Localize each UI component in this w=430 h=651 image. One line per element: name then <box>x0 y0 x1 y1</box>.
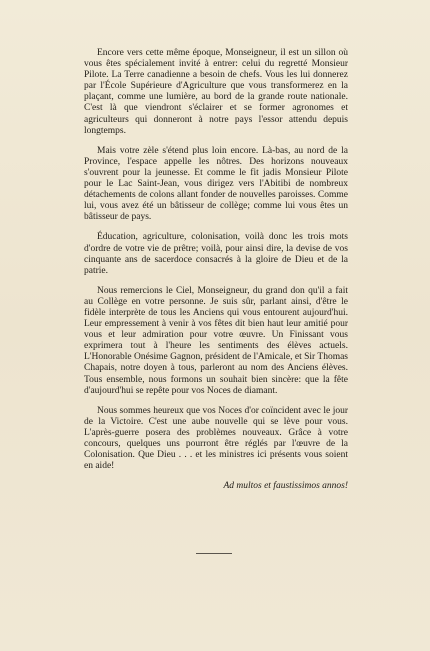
paragraph-1: Encore vers cette même époque, Monseigneur, il est un sillon où vous êtes spécialement invité à entrer: celui du regretté Monsieur Pilote. La Terre canadienne a besoin de chefs. Vous les lui donnerez par l'École Supérieure d'Agriculture que vous transformerez en la plaçant, comme une lumière, au bord de la grande route nationale. C'est là que viendront s'éclairer et se former agronomes et agriculteurs qui donneront à notre pays l'essor attendu depuis longtemps. <box>84 48 348 136</box>
end-divider <box>196 553 232 554</box>
body-text <box>84 48 348 492</box>
paragraph-2: Mais votre zèle s'étend plus loin encore. Là-bas, au nord de la Province, l'espace appelle les nôtres. Des horizons nouveaux s'ouvrent pour la jeunesse. Et comme le fit jadis Monsieur Pilote pour le Lac Saint-Jean, vous dirigez vers l'Abitibi de nombreux détachements de colons allant fonder de nouvelles paroisses. Comme lui, vous avez été un bâtisseur de collège; comme lui vous êtes un bâtisseur de pays. <box>84 145 348 223</box>
closing-line: Ad multos et faustissimos annos! <box>223 481 348 492</box>
paragraph-4: Nous remercions le Ciel, Monseigneur, du grand don qu'il a fait au Collège en votre personne. Je suis sûr, parlant ainsi, d'être le fidèle interprète de tous les Anciens qui vous entourent aujourd'hui. Leur empressement à venir à vos fêtes dit bien haut leur amitié pour vous et leur admiration pour votre œuvre. Un Finissant vous exprimera tout à l'heure les sentiments des élèves actuels. L'Honorable Onésime Gagnon, président de l'Amicale, et Sir Thomas Chapais, notre doyen à tous, parleront au nom des Anciens élèves. Tous ensemble, nous formons un souhait bien sincère: que la fête d'aujourd'hui se repête pour vos Noces de diamant. <box>84 285 348 396</box>
paragraph-3: Éducation, agriculture, colonisation, voilà donc les trois mots d'ordre de votre vie de prêtre; voilà, pour ainsi dire, la devise de vos cinquante ans de sacerdoce consacrés à la gloire de Dieu et de la patrie. <box>84 232 348 276</box>
paragraph-5: Nous sommes heureux que vos Noces d'or coïncident avec le jour de la Victoire. C'est une aube nouvelle qui se lève pour vous. L'après-guerre posera des problèmes nouveaux. Grâce à votre concours, quelques uns pourront être réglés par l'œuvre de la Colonisation. Que Dieu . . . et les ministres ici présents vous soient en aide! <box>84 405 348 472</box>
